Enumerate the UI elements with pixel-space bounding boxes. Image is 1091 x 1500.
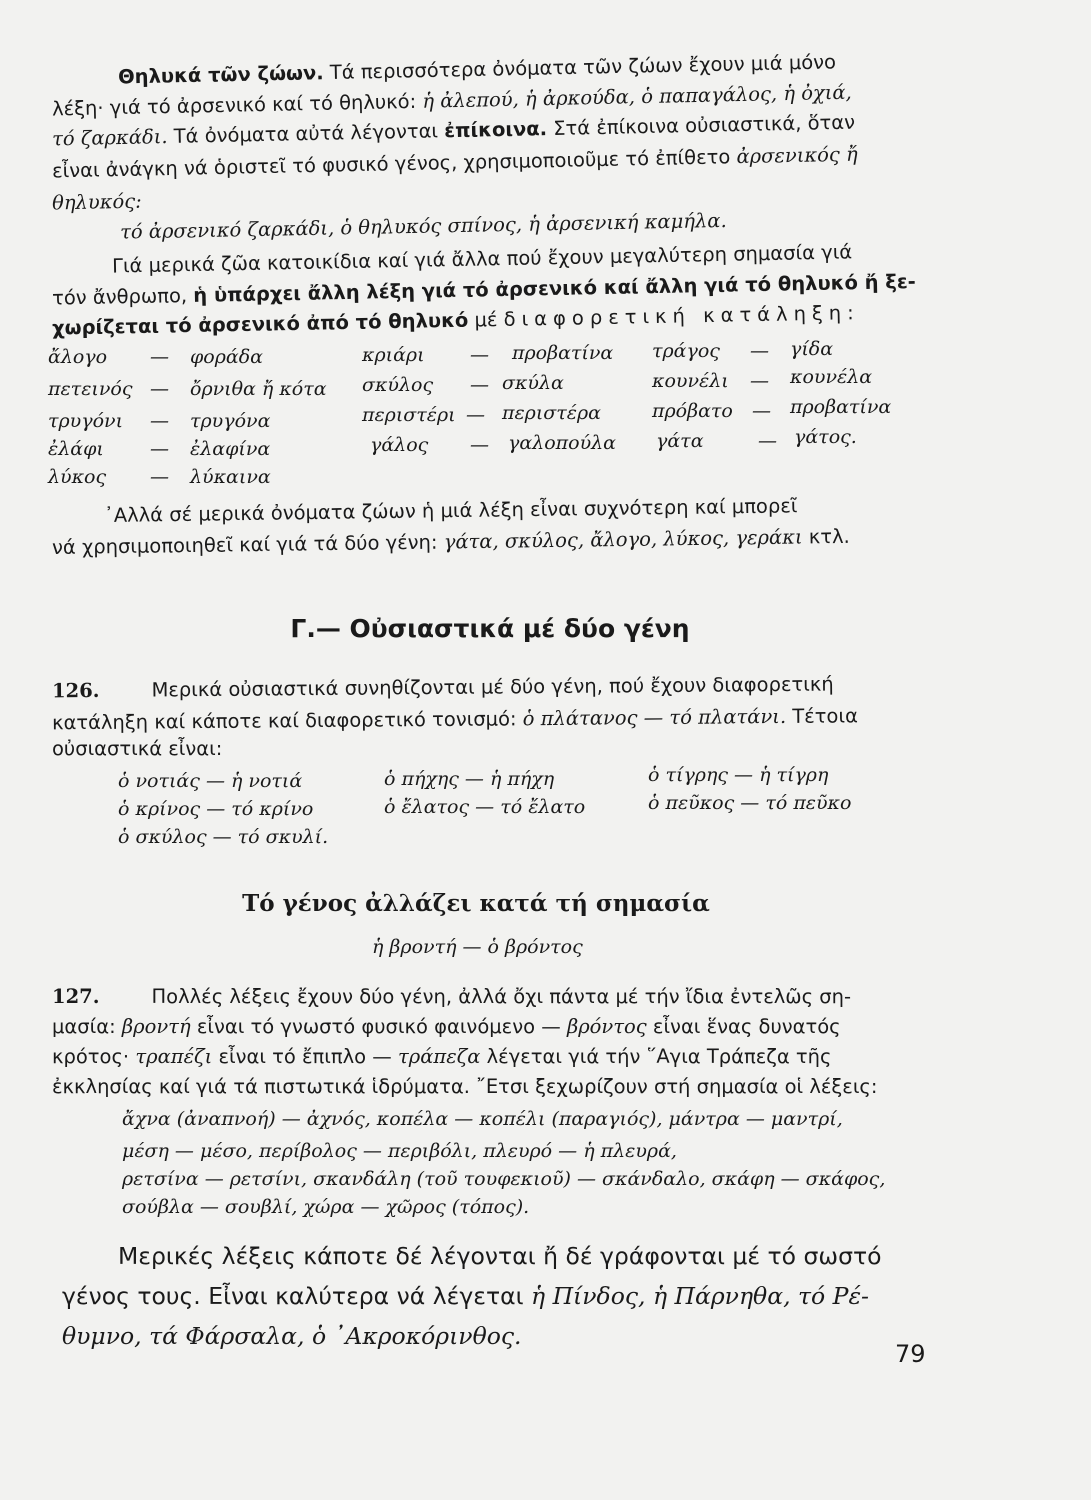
pair-dash: —	[758, 430, 777, 452]
pair-masc: πετεινός	[48, 378, 133, 400]
s126-text-1: Μερικά οὐσιαστικά συνηθίζονται μέ δύο γένη, πού ἔχουν διαφορετική	[151, 672, 834, 702]
zoa-text-4b: ἀρσενικός ἤ	[736, 142, 858, 169]
pair-fem: ἐλαφίνα	[190, 438, 271, 460]
pair-fem: τρυγόνα	[190, 410, 271, 432]
pair-masc: τράγος	[652, 340, 720, 362]
pair-fem: προβατίνα	[790, 396, 892, 418]
pair-dash: —	[150, 438, 169, 460]
s127-text-2e: εἶναι ἕνας δυνατός	[646, 1015, 841, 1038]
p3-text-2c: κτλ.	[802, 524, 850, 549]
s126-example: ὁ πήχης — ἡ πήχη	[384, 768, 555, 790]
heading-gender-meaning: Τό γένος ἀλλάζει κατά τή σημασία	[242, 890, 710, 917]
p2-text-3a: χωρίζεται τό ἀρσενικό ἀπό τό θηλυκό	[51, 308, 469, 340]
pair-fem: ὄρνιθα ἤ κότα	[190, 378, 327, 400]
s126-example: ὁ νοτιάς — ἡ νοτιά	[118, 770, 303, 792]
pair-dash: —	[466, 404, 485, 426]
pair-dash: —	[150, 378, 169, 400]
zoa-text-5: θηλυκός:	[51, 189, 142, 215]
heading-two-genders: Γ.— Οὐσιαστικά μέ δύο γένη	[290, 614, 690, 643]
s126-example: ὁ ἔλατος — τό ἔλατο	[384, 796, 586, 818]
p2-text-3c-spaced: διαφορετική κατάληξη:	[503, 301, 860, 331]
pair-dash: —	[470, 374, 489, 396]
final-text-2b: ἡ Πίνδος, ἡ Πάρνηθα, τό Ρέ-	[531, 1282, 869, 1310]
s127-text-2a: μασία:	[52, 1015, 122, 1038]
s127-text-3d: τράπεζα	[398, 1045, 481, 1068]
pair-fem: γίδα	[790, 338, 834, 360]
s126-example: ὁ κρίνος — τό κρίνο	[118, 798, 314, 820]
s126-text-2b: ὁ πλάτανος — τό πλατάνι.	[522, 704, 787, 731]
zoa-text-2b: ἡ ἀλεπού, ἡ ἀρκούδα, ὁ παπαγάλος, ἡ ὀχιά,	[422, 80, 852, 113]
p3-text-2a: νά χρησιμοποιηθεῖ καί γιά τά δύο γένη:	[51, 530, 444, 559]
pair-masc: κριάρι	[362, 344, 425, 366]
pair-fem: γαλοπούλα	[508, 432, 617, 454]
s127-text-3a: κρότος·	[52, 1045, 136, 1068]
zoa-text-3b: Τά ὀνόματα αὐτά λέγονται	[167, 119, 445, 149]
pair-fem: περιστέρα	[502, 402, 601, 424]
s127-text-2d: βρόντος	[566, 1015, 647, 1038]
pair-dash: —	[150, 346, 169, 368]
s126-line-3: οὐσιαστικά εἶναι:	[52, 737, 223, 760]
final-line-1: Μερικές λέξεις κάποτε δέ λέγονται ἤ δέ γράφονται μέ τό σωστό	[118, 1242, 882, 1270]
pair-dash: —	[150, 466, 169, 488]
s127-text-2b: βροντή	[121, 1015, 191, 1038]
s127-words: ρετσίνα — ρετσίνι, σκανδάλη (τοῦ τουφεκιοῦ) — σκάνδαλο, σκάφη — σκάφος,	[122, 1168, 886, 1190]
zoa-example: τό ἀρσενικό ζαρκάδι, ὁ θηλυκός σπίνος, ἡ ἀρσενική καμήλα.	[119, 208, 727, 244]
pair-fem: γάτος.	[794, 426, 857, 448]
p2-text-3b: μέ	[468, 307, 504, 332]
final-line-3: θυμνο, τά Φάρσαλα, ὁ ᾽Ακροκόρινθος.	[62, 1322, 522, 1350]
s126-example: ὁ τίγρης — ἡ τίγρη	[648, 764, 829, 786]
s127-text-3b: τραπέζι	[135, 1045, 213, 1068]
s126-text-2a: κατάληξη καί κάποτε καί διαφορετικό τονισμό:	[51, 707, 523, 735]
pair-masc: κουνέλι	[652, 370, 729, 392]
pair-masc: ἄλογο	[48, 346, 108, 368]
pair-dash: —	[470, 434, 489, 456]
pair-dash: —	[752, 400, 771, 422]
s127-text-3e: λέγεται γιά τήν ῞Αγια Τράπεζα τῆς	[480, 1045, 832, 1068]
s127-line-3	[52, 1044, 1052, 1070]
page-number: 79	[895, 1340, 926, 1368]
pair-fem: κουνέλα	[790, 366, 873, 388]
pair-dash: —	[470, 344, 489, 366]
pair-masc: λύκος	[48, 466, 107, 488]
pair-masc: περιστέρι	[362, 404, 456, 426]
heading-example: ἡ βροντή — ὁ βρόντος	[372, 936, 583, 958]
pair-fem: σκύλα	[502, 372, 564, 394]
s126-example: ὁ πεῦκος — τό πεῦκο	[648, 792, 852, 814]
pair-fem: προβατίνα	[512, 342, 614, 364]
zoa-label: Θηλυκά τῶν ζώων.	[117, 61, 324, 89]
p2-text-2b: ἡ ὑπάρχει ἄλλη λέξη γιά τό ἀρσενικό καί ἄλλη γιά τό θηλυκό ἤ ξε-	[193, 270, 917, 307]
s127-number: 127.	[52, 985, 100, 1008]
s127-words: μέση — μέσο, περίβολος — περιβόλι, πλευρό — ἡ πλευρά,	[122, 1140, 677, 1162]
zoa-text-3a: τό ζαρκάδι.	[51, 125, 168, 151]
zoa-text-4a: εἶναι ἀνάγκη νά ὁριστεῖ τό φυσικό γένος, χρησιμοποιοῦμε τό ἐπίθετο	[51, 145, 737, 183]
pair-fem: λύκαινα	[190, 466, 271, 488]
pair-masc: πρόβατο	[652, 400, 733, 422]
pair-masc: ἐλάφι	[48, 438, 104, 460]
s127-words: σούβλα — σουβλί, χώρα — χῶρος (τόπος).	[122, 1196, 530, 1218]
final-text-2a: γένος τους. Εἶναι καλύτερα νά λέγεται	[62, 1282, 532, 1310]
s126-text-2c: Τέτοια	[785, 704, 858, 728]
s126-line-1	[52, 670, 1052, 705]
p2-line-1: Γιά μερικά ζῶα κατοικίδια καί γιά ἄλλα πού ἔχουν μεγαλύτερη σημασία γιά	[111, 240, 853, 278]
s126-line-2	[52, 702, 1052, 737]
pair-masc: γάτα	[656, 430, 704, 452]
p3-text-2b: γάτα, σκύλος, ἄλογο, λύκος, γεράκι	[443, 525, 803, 554]
s127-text-1: Πολλές λέξεις ἔχουν δύο γένη, ἀλλά ὄχι πάντα μέ τήν ἴδια ἐντελῶς ση-	[151, 985, 852, 1008]
pair-masc: σκύλος	[362, 374, 434, 396]
pair-dash: —	[750, 370, 769, 392]
s126-example: ὁ σκύλος — τό σκυλί.	[118, 826, 329, 848]
zoa-text-2a: λέξη· γιά τό ἀρσενικό καί τό θηλυκό:	[51, 89, 423, 121]
pair-dash: —	[150, 410, 169, 432]
p2-text-2a: τόν ἄνθρωπο,	[51, 283, 194, 310]
s127-text-3c: εἶναι τό ἔπιπλο —	[212, 1045, 398, 1068]
pair-dash: —	[750, 340, 769, 362]
s127-words: ἄχνα (ἀναπνοή) — ἀχνός, κοπέλα — κοπέλι (παραγιός), μάντρα — μαντρί,	[122, 1108, 843, 1130]
s126-number: 126.	[51, 678, 100, 703]
s127-line-1	[52, 984, 1052, 1010]
pair-masc: γάλος	[370, 434, 429, 456]
pair-fem: φοράδα	[190, 346, 264, 368]
zoa-text-1: Τά περισσότερα ὀνόματα τῶν ζώων ἔχουν μιά μόνο	[323, 50, 837, 85]
s127-text-2c: εἶναι τό γνωστό φυσικό φαινόμενο —	[190, 1015, 567, 1038]
pair-masc: τρυγόνι	[48, 410, 124, 432]
zoa-term-epikoina: ἐπίκοινα.	[443, 117, 548, 143]
p3-line-1: ᾽Αλλά σέ μερικά ὀνόματα ζώων ἡ μιά λέξη εἶναι συχνότερη καί μπορεῖ	[103, 494, 798, 527]
zoa-text-3d: Στά ἐπίκοινα οὐσιαστικά, ὅταν	[546, 110, 856, 141]
s127-line-4: ἐκκλησίας καί γιά τά πιστωτικά ἱδρύματα. ῎Ετσι ξεχωρίζουν στή σημασία οἱ λέξεις:	[52, 1075, 878, 1098]
s127-line-2	[52, 1014, 1052, 1040]
final-line-2	[62, 1276, 1012, 1316]
